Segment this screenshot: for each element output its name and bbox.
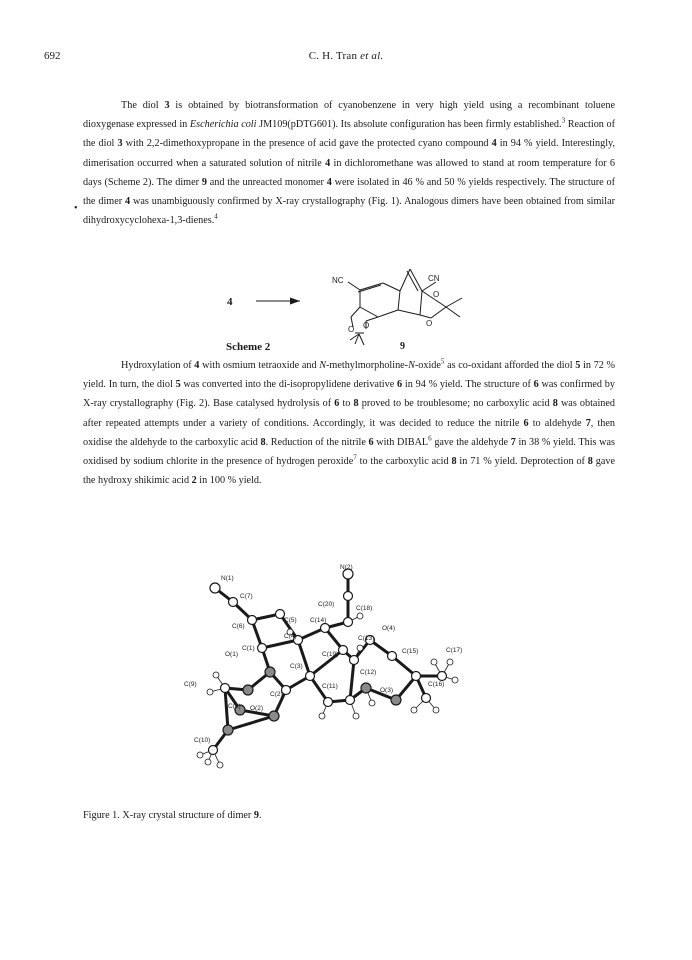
scheme-product-label: 9 xyxy=(400,341,405,352)
text-run: The diol xyxy=(121,100,165,111)
atom-label: C(4) xyxy=(284,633,297,640)
text-run: was unambiguously confirmed by X-ray crystallography (Fig. 1). Analogous dimers have been obtained from similar dihydroxycyclohexa-1,3-dienes. xyxy=(83,196,615,227)
compound-ref: 6 xyxy=(523,417,529,429)
compound-ref: 6 xyxy=(533,379,539,391)
atom-label: N(2) xyxy=(340,564,353,571)
label-o-left: O xyxy=(348,325,355,334)
text-run: and the unreacted monomer xyxy=(206,176,327,188)
text-run: were isolated in 46 % and 50 % yields respectively. The structure of the dimer xyxy=(83,176,615,208)
text-run: to aldehyde xyxy=(528,417,586,429)
compound-ref: 8 xyxy=(260,436,266,448)
text-run: with 2,2-dimethoxypropane in the presence of acid gave the protected cyano compound xyxy=(122,138,492,150)
citation-ref: 5 xyxy=(440,357,445,366)
atom-label: C(15) xyxy=(402,648,419,655)
text-run: to xyxy=(339,398,354,410)
atom-label: C(12) xyxy=(360,669,377,676)
text-run: was obtained after repeated attempts under a variety of conditions. Accordingly, it was decided to reduce the nitrile xyxy=(83,398,615,429)
running-head-suffix: et al. xyxy=(360,50,384,62)
atom-label: C(9) xyxy=(184,681,197,688)
compound-ref: 6 xyxy=(397,379,403,391)
atom-label: C(17) xyxy=(446,647,463,654)
margin-mark: • xyxy=(74,203,78,214)
citation-ref: 7 xyxy=(353,453,357,462)
citation-ref: 6 xyxy=(428,434,432,443)
atom-label: C(2) xyxy=(270,691,283,698)
compound-ref: 5 xyxy=(575,360,581,371)
text-run: in 94 % yield. Interestingly, dimerisation occurred when a saturated solution of nitrile xyxy=(83,138,615,169)
text-run: was confirmed by X-ray crystallography (Fig. 2). Base catalysed hydrolysis of xyxy=(83,379,615,410)
dimer-9-structure xyxy=(0,255,692,355)
xray-crystal-structure xyxy=(150,560,530,800)
text-run: with DIBAL xyxy=(373,436,429,448)
atom-label: C(3) xyxy=(290,663,303,670)
atom-label: C(18) xyxy=(356,605,373,612)
text-run: , then oxidise the aldehyde to the carboxylic acid xyxy=(83,417,615,448)
compound-ref: 4 xyxy=(125,196,131,208)
text-run: . Reduction of the nitrile xyxy=(265,436,369,448)
text-run: Reaction of the diol xyxy=(83,119,616,150)
compound-ref: 7 xyxy=(510,436,516,448)
text-run: Hydroxylation of xyxy=(121,360,195,371)
scheme-2 xyxy=(0,255,692,355)
text-run: gave the aldehyde xyxy=(431,436,511,448)
text-run: -oxide xyxy=(414,360,441,371)
compound-ref: 8 xyxy=(451,456,457,468)
text-run: -methylmorpholine- xyxy=(326,360,409,371)
compound-ref: 2 xyxy=(191,475,197,487)
atom-label: C(19) xyxy=(322,651,339,658)
compound-ref: 8 xyxy=(587,456,593,468)
compound-ref: 6 xyxy=(368,436,374,448)
compound-ref: 8 xyxy=(552,398,558,410)
running-head-name: C. H. Tran xyxy=(308,50,358,62)
running-head xyxy=(0,50,692,62)
label-o-right: O xyxy=(426,319,433,328)
figure-1 xyxy=(150,560,530,800)
atom-label: C(14) xyxy=(310,617,327,624)
label-o-lower: O xyxy=(363,321,370,330)
compound-ref: 9 xyxy=(253,810,259,821)
atom-label: C(8) xyxy=(228,703,241,710)
organism-name: Escherichia coli xyxy=(189,119,257,131)
compound-ref: 6 xyxy=(334,398,340,410)
citation-ref: 4 xyxy=(214,212,218,221)
scheme-caption: Scheme 2 xyxy=(226,341,271,353)
paragraph-1 xyxy=(83,96,615,230)
text-run: as co-oxidant afforded the diol xyxy=(444,360,576,371)
label-cn: CN xyxy=(428,274,440,283)
text-run: was converted into the di-isopropylidene derivative xyxy=(180,379,398,391)
compound-ref: 3 xyxy=(117,138,123,150)
atom-label: O(1) xyxy=(225,651,238,658)
compound-ref: 8 xyxy=(353,398,359,410)
text-run: in 38 % yield. This was oxidised by sodium chlorite in the presence of hydrogen peroxide xyxy=(83,436,615,468)
label-nc: NC xyxy=(332,276,344,285)
italic-n: N xyxy=(408,360,415,371)
scheme-reactant-label: 4 xyxy=(227,296,233,308)
compound-ref: 3 xyxy=(164,100,170,111)
atom-label: O(2) xyxy=(250,705,263,712)
compound-ref: 4 xyxy=(325,157,331,169)
atom-label: C(11) xyxy=(322,683,338,690)
compound-ref: 5 xyxy=(175,379,181,391)
text-run: in dichloromethane was allowed to stand at room temperature for 6 days (Scheme 2). The dimer xyxy=(83,157,615,188)
atom-label: C(16) xyxy=(428,681,445,688)
text-run: proved to be troublesome; no carboxylic acid xyxy=(358,398,553,410)
compound-ref: 4 xyxy=(194,360,200,371)
atom-label: O(4) xyxy=(382,625,395,632)
atom-label: C(13) xyxy=(358,635,375,642)
caption-text: Figure 1. X-ray crystal structure of dimer xyxy=(83,810,254,821)
text-run: with osmium tetraoxide and xyxy=(199,360,320,371)
compound-ref: 7 xyxy=(585,417,591,429)
atom-label: C(20) xyxy=(318,601,335,608)
atom-label: C(6) xyxy=(232,623,245,630)
text-run: is obtained by biotransformation of cyanobenzene in very high yield using a recombinant toluene dioxygenase expressed in xyxy=(83,100,615,131)
label-o-top: O xyxy=(433,290,440,299)
paragraph-2 xyxy=(83,356,615,490)
page-number: 692 xyxy=(44,50,61,62)
text-run: in 71 % yield. Deprotection of xyxy=(456,456,588,468)
compound-ref: 9 xyxy=(201,176,207,188)
italic-n: N xyxy=(319,360,327,371)
citation-ref: 3 xyxy=(561,116,566,125)
atom-label: C(5) xyxy=(284,617,297,624)
atom-label: C(1) xyxy=(242,645,255,652)
text-run: in 72 % yield. In turn, the diol xyxy=(83,360,615,391)
text-run: to the carboxylic acid xyxy=(356,456,452,468)
atom-label: C(10) xyxy=(194,737,211,744)
compound-ref: 4 xyxy=(326,176,332,188)
figure-caption xyxy=(83,810,262,821)
atom-label: N(1) xyxy=(221,575,234,582)
caption-text: . xyxy=(258,810,262,821)
atom-label: C(7) xyxy=(240,593,253,600)
atom-label: O(3) xyxy=(380,687,393,694)
text-run: JM109(pDTG601). Its absolute configuration has been firmly established. xyxy=(256,119,562,131)
text-run: in 94 % yield. The structure of xyxy=(402,379,534,391)
text-run: gave the hydroxy shikimic acid xyxy=(83,456,615,487)
text-run: in 100 % yield. xyxy=(196,475,262,487)
compound-ref: 4 xyxy=(491,138,497,150)
